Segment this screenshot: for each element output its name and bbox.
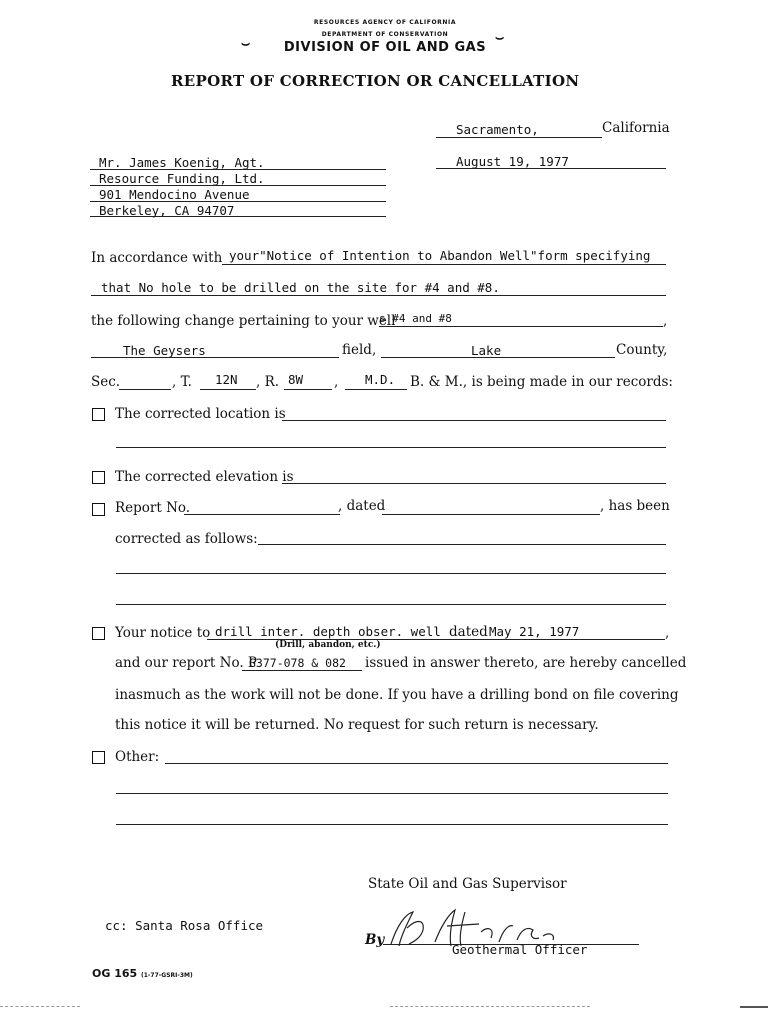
other-rule-2 <box>116 793 668 794</box>
change-label: the following change pertaining to your well <box>91 313 396 329</box>
sec-rule <box>119 389 171 390</box>
well-rule <box>379 326 663 327</box>
md-rule <box>345 389 407 390</box>
sec-label: Sec. <box>91 374 121 390</box>
notice-dated-label: dated <box>449 624 488 640</box>
other-checkbox[interactable] <box>92 751 105 764</box>
county-name: Lake <box>471 343 502 358</box>
r-value: 8W <box>288 372 304 387</box>
has-been-label: , has been <box>600 498 670 514</box>
notice-comma: , <box>665 625 670 641</box>
location-rule-2 <box>116 447 666 448</box>
elevation-rule <box>282 483 666 484</box>
field-label: field, <box>342 342 377 358</box>
address-line-4: Berkeley, CA 94707 <box>99 203 235 218</box>
place-city: Sacramento, <box>456 122 539 137</box>
bm-label: B. & M., is being made in our records: <box>410 374 673 390</box>
corrected-rule-1 <box>258 544 666 545</box>
location-rule-1 <box>282 420 666 421</box>
your-notice-checkbox[interactable] <box>92 627 105 640</box>
report-no-label: Report No. <box>115 500 191 516</box>
inasmuch-text: inasmuch as the work will not be done. If you have a drilling bond on file covering <box>115 687 679 703</box>
dated-rule <box>382 514 600 515</box>
r-rule <box>284 389 332 390</box>
scan-artifact-left <box>0 1006 80 1007</box>
address-line-3: 901 Mendocino Avenue <box>99 187 250 202</box>
accordance-label: In accordance with <box>91 250 223 266</box>
address-rule-1 <box>90 169 386 170</box>
accordance-rule-2 <box>91 295 666 296</box>
corrected-elevation-label: The corrected elevation is <box>115 469 294 485</box>
corrected-rule-2 <box>116 573 666 574</box>
officer-title: Geothermal Officer <box>452 942 588 957</box>
county-label: County, <box>616 342 668 358</box>
corrected-as-label: corrected as follows: <box>115 531 258 547</box>
date-line <box>436 168 666 169</box>
corrected-location-label: The corrected location is <box>115 406 286 422</box>
md-value: M.D. <box>365 372 396 387</box>
supervisor-title: State Oil and Gas Supervisor <box>368 876 567 892</box>
our-report-label: and our report No. P <box>115 655 257 671</box>
well-numbers: s #4 and #8 <box>379 312 452 325</box>
place-state: California <box>602 120 670 136</box>
right-swash-icon: ⌣ <box>495 30 505 46</box>
notice-date: May 21, 1977 <box>489 624 580 639</box>
place-line <box>436 137 602 138</box>
scan-artifact-right <box>740 1006 768 1008</box>
drill-note: (Drill, abandon, etc.) <box>275 640 381 650</box>
cancel-text: issued in answer thereto, are hereby cancelled <box>365 655 687 671</box>
address-rule-4 <box>90 216 386 217</box>
address-rule-2 <box>90 185 386 186</box>
well-comma: , <box>663 313 668 329</box>
report-numbers-rule <box>242 670 362 671</box>
left-swash-icon: ⌣ <box>241 36 251 52</box>
other-rule-1 <box>165 763 668 764</box>
form-number-text: OG 165 <box>92 967 138 980</box>
address-line-1: Mr. James Koenig, Agt. <box>99 155 265 170</box>
by-label: By <box>365 932 385 948</box>
division-name: DIVISION OF OIL AND GAS <box>283 40 487 55</box>
address-line-2: Resource Funding, Ltd. <box>99 171 265 186</box>
cc-line: cc: Santa Rosa Office <box>105 918 264 933</box>
report-numbers: G377-078 & 082 <box>249 656 346 670</box>
corrected-elevation-checkbox[interactable] <box>92 471 105 484</box>
notice-type: drill inter. depth obser. well <box>215 624 441 639</box>
t-label: , T. <box>172 374 192 390</box>
accordance-text-2: that No hole to be drilled on the site for #4 and #8. <box>101 280 500 295</box>
dated-label: , dated <box>338 498 386 514</box>
report-no-checkbox[interactable] <box>92 503 105 516</box>
r-comma: , <box>334 374 339 390</box>
other-label: Other: <box>115 749 160 765</box>
corrected-rule-3 <box>116 604 666 605</box>
agency-name: RESOURCES AGENCY OF CALIFORNIA <box>313 19 457 26</box>
form-code: (1-77-GSRI-3M) <box>141 972 193 979</box>
form-number <box>92 967 193 980</box>
address-rule-3 <box>90 201 386 202</box>
t-value: 12N <box>215 372 238 387</box>
letter-date: August 19, 1977 <box>456 154 569 169</box>
accordance-rule-1 <box>222 264 666 265</box>
report-no-rule <box>184 514 340 515</box>
field-name: The Geysers <box>123 343 206 358</box>
form-title: REPORT OF CORRECTION OR CANCELLATION <box>171 72 580 90</box>
returned-text: this notice it will be returned. No request for such return is necessary. <box>115 717 599 733</box>
r-label: , R. <box>256 374 280 390</box>
t-rule <box>200 389 256 390</box>
corrected-location-checkbox[interactable] <box>92 408 105 421</box>
other-rule-3 <box>116 824 668 825</box>
department-name: DEPARTMENT OF CONSERVATION <box>321 31 449 38</box>
accordance-text: your"Notice of Intention to Abandon Well"form specifying <box>229 248 651 263</box>
scan-artifact-middle <box>390 1006 590 1007</box>
your-notice-label: Your notice to <box>115 625 211 641</box>
